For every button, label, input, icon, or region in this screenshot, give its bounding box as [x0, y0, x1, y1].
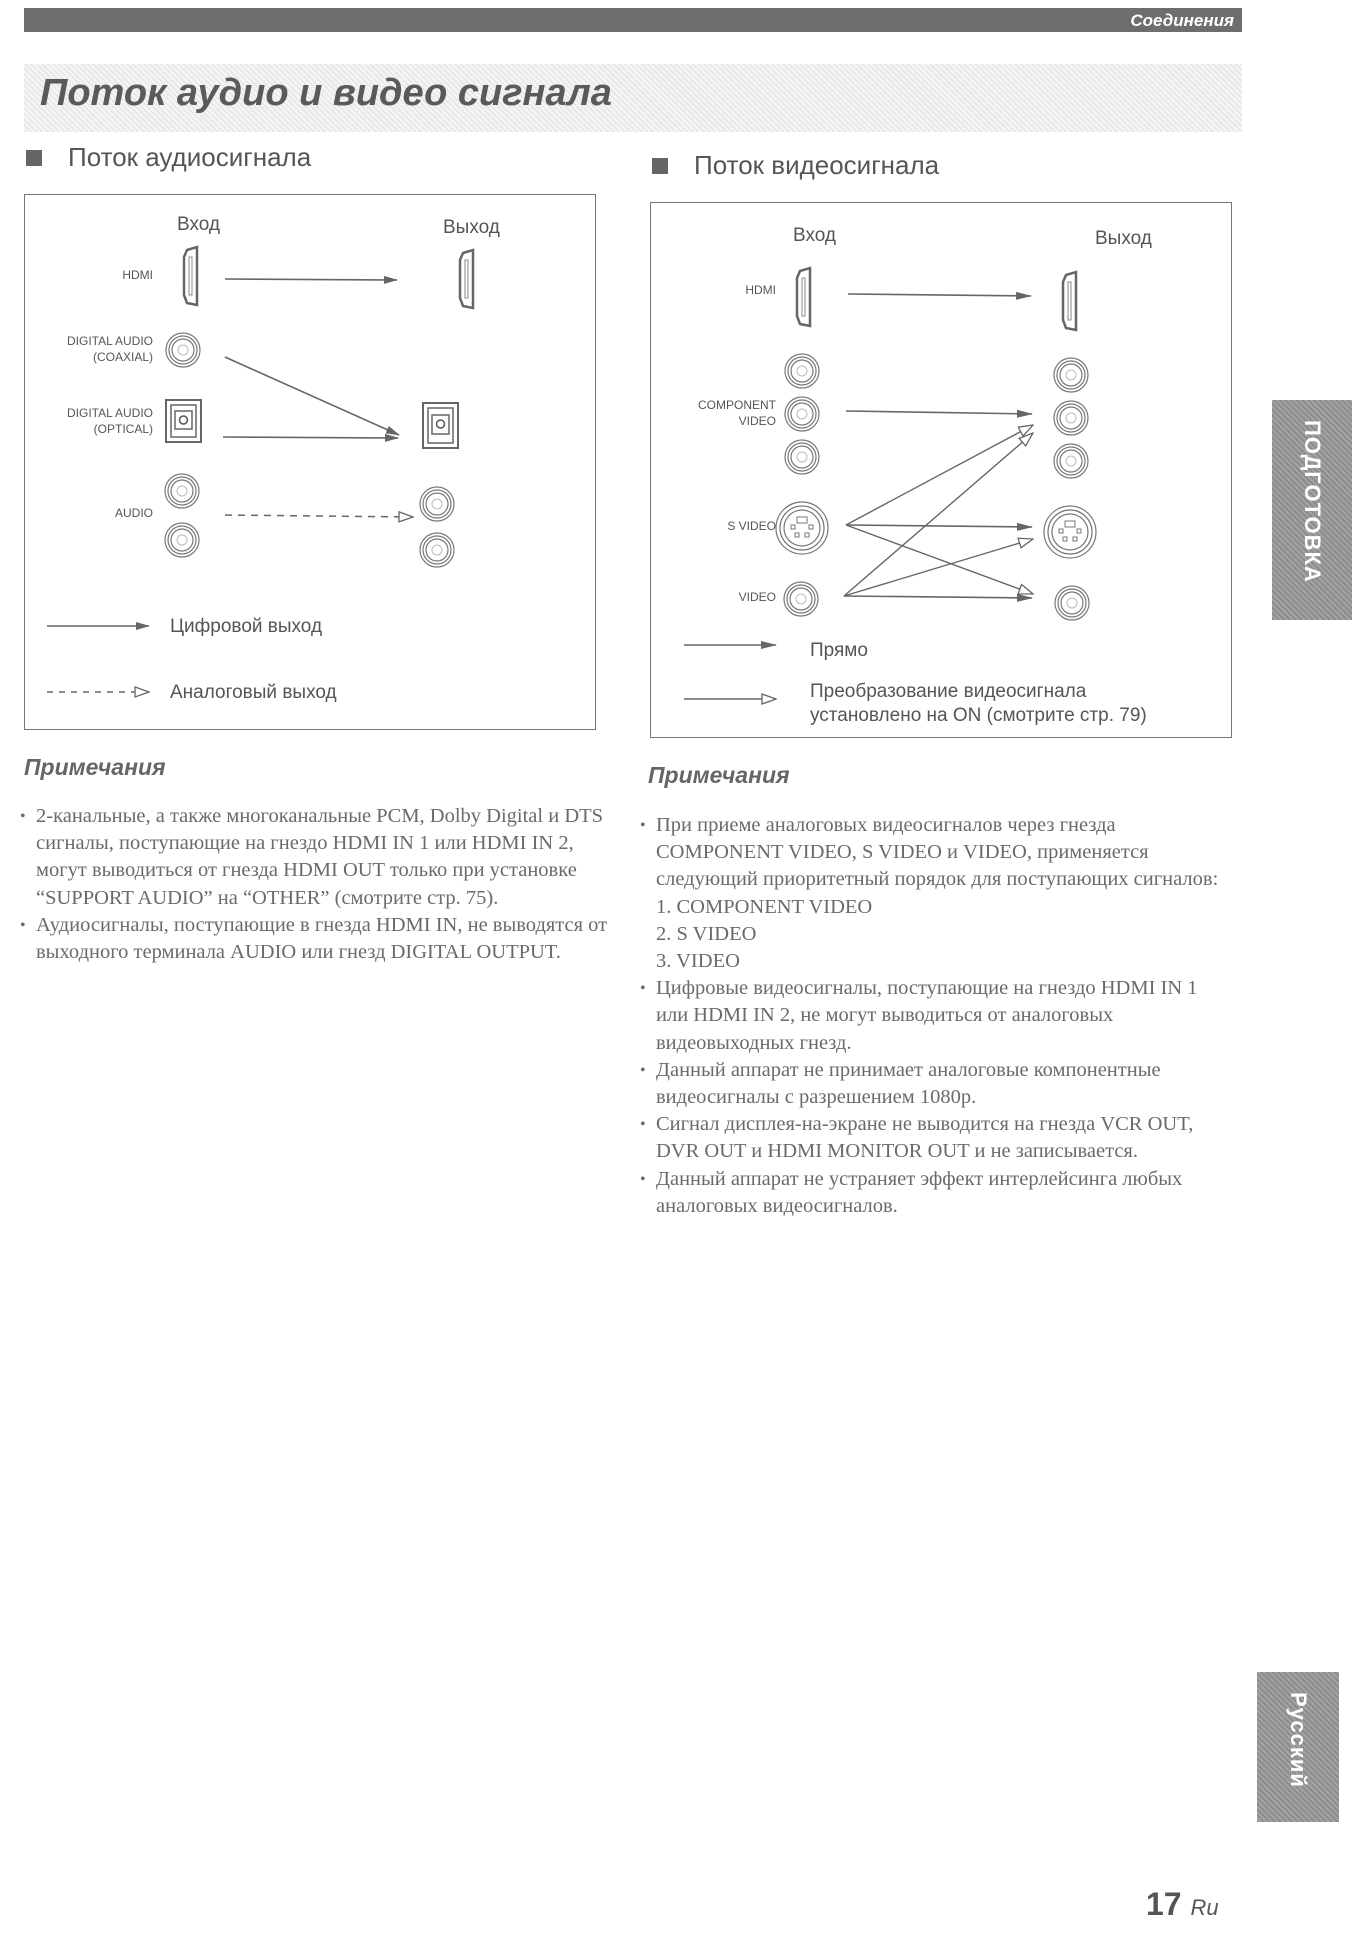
optical-digital-arrow [223, 437, 398, 438]
side-tab-preparation-label: ПОДГОТОВКА [1300, 420, 1325, 583]
priority-item: 3. VIDEO [656, 950, 740, 973]
video-flow-diagram [650, 202, 1232, 738]
optical-input-port-icon [166, 400, 201, 442]
audio-note-item: • Аудиосигналы, поступающие в гнезда HDMI IN, не выводятся от выходного терминала AUDIO или гнезд DIGITAL OUTPUT. [20, 912, 610, 966]
page-number [1146, 1886, 1219, 1923]
video-notes-heading: Примечания [648, 762, 790, 788]
audio-notes [20, 803, 610, 966]
hdmi-direct-arrow [848, 294, 1031, 296]
legend-direct-label: Прямо [810, 640, 868, 661]
audio-output-jack-left-icon [420, 487, 454, 521]
svideo-direct-arrow [846, 525, 1032, 527]
row-label-hdmi: HDMI [745, 283, 776, 297]
row-label-optical: DIGITAL AUDIO [66, 406, 153, 420]
legend-conversion-label: Преобразование видеосигнала [810, 681, 1087, 702]
hdmi-input-port-icon [184, 247, 197, 305]
title-band [24, 64, 1242, 132]
side-tab-preparation[interactable] [1272, 400, 1352, 620]
hdmi-digital-arrow [225, 279, 397, 280]
row-label-component: COMPONENT [698, 398, 776, 412]
video-notes [640, 812, 1230, 1220]
audio-input-jack-left-icon [165, 474, 199, 508]
video-note-item: • Данный аппарат не устраняет эффект интерлейсинга любых аналоговых видеосигналов. [640, 1166, 1230, 1220]
hdmi-output-port-icon [460, 250, 473, 308]
audio-diagram-svg [25, 195, 595, 729]
square-bullet-icon [26, 150, 42, 166]
audio-heading-text: Поток аудиосигнала [68, 142, 312, 172]
video-note-item: • Цифровые видеосигналы, поступающие на гнездо HDMI IN 1 или HDMI IN 2, не могут выводиться от аналоговых видеовыходных гнезд. [640, 975, 1230, 1057]
side-tab-language[interactable] [1257, 1672, 1339, 1822]
video-input-jack-icon [784, 582, 818, 616]
audio-flow-diagram [24, 194, 596, 730]
video-note-text: При приеме аналоговых видеосигналов через гнезда COMPONENT VIDEO, S VIDEO и VIDEO, применяется следующий приоритетный порядок для поступающих сигналов: [656, 814, 1219, 891]
square-bullet-icon [652, 158, 668, 174]
video-to-svideo-arrow [844, 539, 1033, 596]
audio-input-jack-right-icon [165, 523, 199, 557]
component-output-jacks-icon [1054, 358, 1088, 478]
audio-analog-arrow [225, 515, 413, 517]
section-label: Соединения [1130, 11, 1234, 30]
row-label-svideo: S VIDEO [727, 519, 776, 533]
svideo-to-video-arrow [846, 525, 1033, 594]
audio-output-jack-right-icon [420, 533, 454, 567]
hdmi-output-port-icon [1063, 272, 1076, 330]
section-header-bar [24, 8, 1242, 32]
row-label-component-sub: VIDEO [738, 414, 776, 428]
component-direct-arrow [846, 411, 1032, 414]
row-label-audio: AUDIO [114, 506, 153, 520]
row-label-optical-sub: (OPTICAL) [93, 422, 153, 436]
coaxial-input-jack-icon [166, 333, 200, 367]
input-column-label: Вход [793, 225, 836, 246]
video-heading-text: Поток видеосигнала [694, 150, 940, 180]
audio-notes-heading: Примечания [24, 754, 166, 780]
video-section-heading [652, 150, 939, 181]
svideo-input-port-icon [776, 502, 828, 554]
video-note-item: • Данный аппарат не принимает аналоговые компонентные видеосигналы с разрешением 1080p. [640, 1057, 1230, 1111]
row-label-hdmi: HDMI [122, 268, 153, 282]
hdmi-input-port-icon [797, 268, 810, 326]
priority-item: 2. S VIDEO [656, 922, 757, 945]
row-label-coaxial: DIGITAL AUDIO [66, 334, 153, 348]
video-note-item: • Сигнал дисплея-на-экране не выводится на гнезда VCR OUT, DVR OUT и HDMI MONITOR OUT и не записывается. [640, 1111, 1230, 1165]
output-column-label: Выход [1095, 228, 1152, 249]
row-label-coaxial-sub: (COAXIAL) [92, 350, 153, 364]
svideo-output-port-icon [1044, 506, 1096, 558]
svideo-to-component-arrow [846, 425, 1033, 525]
input-column-label: Вход [177, 214, 220, 235]
audio-section-heading [26, 142, 311, 173]
legend-analog-label: Аналоговый выход [170, 682, 337, 703]
page-number-value: 17 [1146, 1886, 1182, 1922]
output-column-label: Выход [443, 217, 500, 238]
video-note-item [640, 812, 1230, 975]
video-to-component-arrow [844, 433, 1033, 596]
component-input-jacks-icon [785, 354, 819, 474]
audio-note-item: • 2-канальные, а также многоканальные PCM, Dolby Digital и DTS сигналы, поступающие на гнездо HDMI IN 1 или HDMI IN 2, могут выводиться от гнезда HDMI OUT только при установке “SUPPORT AUDIO” на “OTHER” (смотрите стр. 75). [20, 803, 610, 912]
page-number-suffix: Ru [1190, 1895, 1219, 1920]
video-diagram-svg [651, 203, 1231, 737]
video-output-jack-icon [1055, 586, 1089, 620]
optical-output-port-icon [423, 403, 458, 448]
row-label-video: VIDEO [738, 590, 776, 604]
priority-item: 1. COMPONENT VIDEO [656, 895, 873, 918]
legend-digital-label: Цифровой выход [170, 616, 323, 637]
coaxial-digital-arrow [225, 357, 399, 435]
legend-conversion-label-sub: установлено на ON (смотрите стр. 79) [810, 705, 1147, 726]
page-title: Поток аудио и видео сигнала [40, 72, 612, 114]
side-tab-language-label: Русский [1286, 1692, 1311, 1788]
video-direct-arrow [844, 596, 1032, 598]
